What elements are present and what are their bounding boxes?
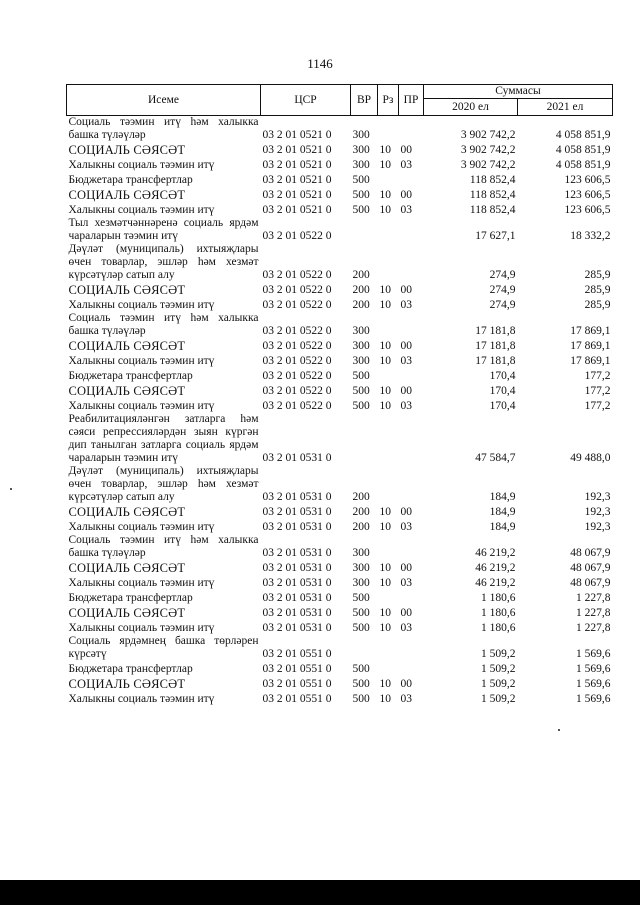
cell-y2021: 49 488,0 (570, 452, 611, 464)
cell-csr: 03 2 01 0551 0 (262, 693, 332, 705)
cell-y2021: 17 869,1 (570, 325, 611, 337)
cell-vr: 500 (352, 174, 370, 186)
cell-name: Халыкны социаль тәэмин итү (68, 693, 215, 705)
cell-y2021: 1 227,8 (576, 622, 611, 634)
cell-pr: 03 (400, 693, 412, 705)
cell-rz (378, 217, 399, 243)
cell-y2020: 184,9 (489, 506, 516, 518)
cell-rz (378, 635, 399, 661)
cell-csr: 03 2 01 0531 0 (262, 607, 332, 619)
cell-rz: 10 (379, 693, 391, 705)
cell-pr (399, 413, 424, 465)
header-rz: Рз (378, 85, 399, 116)
cell-name: Халыкны социаль тәэмин итү (68, 622, 215, 634)
cell-rz (378, 312, 399, 338)
cell-y2021: 4 058 851,9 (555, 144, 611, 156)
cell-vr: 500 (352, 189, 370, 201)
cell-y2020: 47 584,7 (475, 452, 516, 464)
table-row (67, 560, 613, 575)
cell-y2020: 3 902 742,2 (460, 144, 516, 156)
cell-vr: 500 (352, 385, 370, 397)
cell-y2020: 1 180,6 (481, 622, 516, 634)
cell-y2020: 17 181,8 (475, 325, 516, 337)
cell-pr: 00 (400, 506, 412, 518)
cell-csr: 03 2 01 0521 0 (262, 159, 332, 171)
cell-vr: 500 (352, 204, 370, 216)
cell-y2021: 285,9 (584, 269, 611, 281)
cell-y2021: 285,9 (584, 299, 611, 311)
cell-pr (399, 243, 424, 282)
cell-pr (399, 172, 424, 187)
cell-vr (351, 413, 378, 465)
cell-pr: 03 (400, 299, 412, 311)
cell-y2021: 177,2 (584, 400, 611, 412)
table-row (67, 116, 613, 143)
cell-y2020: 118 852,4 (469, 189, 516, 201)
cell-y2021: 48 067,9 (570, 562, 611, 574)
cell-pr: 03 (400, 577, 412, 589)
table-row (67, 383, 613, 398)
cell-y2021: 1 227,8 (576, 607, 611, 619)
cell-y2021: 177,2 (584, 370, 611, 382)
cell-csr: 03 2 01 0521 0 (262, 189, 332, 201)
cell-y2021: 17 869,1 (570, 340, 611, 352)
cell-y2020: 1 509,2 (481, 663, 516, 675)
cell-vr: 200 (352, 284, 370, 296)
table-header (67, 85, 613, 116)
table-row (67, 691, 613, 706)
cell-vr (351, 217, 378, 243)
table-row (67, 575, 613, 590)
cell-csr: 03 2 01 0531 0 (262, 506, 332, 518)
table-row (67, 635, 613, 661)
cell-vr: 500 (352, 663, 370, 675)
cell-y2020: 274,9 (489, 299, 516, 311)
cell-pr (399, 590, 424, 605)
cell-vr: 300 (352, 355, 370, 367)
cell-y2020: 17 181,8 (475, 340, 516, 352)
cell-pr: 00 (400, 678, 412, 690)
cell-rz (378, 172, 399, 187)
header-vr: ВР (351, 85, 378, 116)
cell-csr: 03 2 01 0531 0 (262, 547, 332, 559)
cell-rz (378, 413, 399, 465)
cell-vr: 300 (352, 340, 370, 352)
cell-y2020: 1 180,6 (481, 607, 516, 619)
cell-y2021: 123 606,5 (564, 189, 611, 201)
header-sums: Суммасы (424, 85, 613, 99)
cell-rz: 10 (379, 284, 391, 296)
cell-y2020: 274,9 (489, 269, 516, 281)
table-row (67, 202, 613, 217)
table-body (67, 116, 613, 707)
cell-y2020: 46 219,2 (475, 577, 516, 589)
cell-vr: 300 (352, 547, 370, 559)
table-row (67, 413, 613, 465)
cell-y2020: 3 902 742,2 (460, 129, 516, 141)
table-row (67, 187, 613, 202)
cell-rz: 10 (379, 622, 391, 634)
cell-pr: 03 (400, 159, 412, 171)
cell-csr: 03 2 01 0522 0 (262, 325, 332, 337)
table-row (67, 368, 613, 383)
cell-y2020: 170,4 (489, 385, 516, 397)
cell-csr: 03 2 01 0531 0 (262, 622, 332, 634)
cell-y2021: 285,9 (584, 284, 611, 296)
table-row (67, 172, 613, 187)
cell-rz: 10 (379, 189, 391, 201)
cell-rz (378, 368, 399, 383)
cell-name: Халыкны социаль тәэмин итү (68, 204, 215, 216)
cell-y2020: 1 509,2 (481, 648, 516, 660)
cell-rz: 10 (379, 562, 391, 574)
cell-name: Бюджетара трансфертлар (68, 174, 193, 186)
cell-csr: 03 2 01 0522 0 (262, 385, 332, 397)
cell-y2020: 3 902 742,2 (460, 159, 516, 171)
cell-y2021: 192,3 (584, 506, 611, 518)
scan-speck (10, 488, 12, 490)
table-row (67, 590, 613, 605)
cell-pr: 00 (400, 385, 412, 397)
cell-csr: 03 2 01 0551 0 (262, 648, 332, 660)
cell-vr: 300 (352, 129, 370, 141)
cell-vr: 300 (352, 577, 370, 589)
cell-name: Халыкны социаль тәэмин итү (68, 299, 215, 311)
cell-y2020: 17 181,8 (475, 355, 516, 367)
cell-vr: 500 (352, 678, 370, 690)
table-row (67, 142, 613, 157)
cell-name: Дәүләт (муниципаль) ихтыяҗлары өчен товарлар, эшләр һәм хезмәт күрсәтүләр сатып алу (68, 465, 259, 503)
header-year-2020: 2020 ел (424, 99, 518, 116)
table-row (67, 217, 613, 243)
cell-vr: 500 (352, 693, 370, 705)
cell-csr: 03 2 01 0522 0 (262, 230, 332, 242)
cell-rz (378, 465, 399, 504)
scan-speck (558, 729, 560, 731)
header-year-2021: 2021 ел (518, 99, 613, 116)
cell-y2021: 192,3 (584, 521, 611, 533)
cell-csr: 03 2 01 0531 0 (262, 491, 332, 503)
cell-rz: 10 (379, 385, 391, 397)
cell-csr: 03 2 01 0531 0 (262, 452, 332, 464)
cell-rz: 10 (379, 340, 391, 352)
cell-y2020: 46 219,2 (475, 562, 516, 574)
cell-y2020: 170,4 (489, 370, 516, 382)
cell-name: Социаль тәэмин итү һәм халыкка башка түләүләр (68, 534, 259, 559)
cell-y2021: 1 227,8 (576, 592, 611, 604)
cell-rz: 10 (379, 159, 391, 171)
cell-y2021: 177,2 (584, 385, 611, 397)
cell-name: СОЦИАЛЬ СӘЯСӘТ (68, 143, 186, 157)
cell-name: Бюджетара трансфертлар (68, 663, 193, 675)
cell-rz: 10 (379, 299, 391, 311)
cell-name: Халыкны социаль тәэмин итү (68, 577, 215, 589)
cell-name: СОЦИАЛЬ СӘЯСӘТ (68, 606, 186, 620)
cell-rz: 10 (379, 521, 391, 533)
cell-rz: 10 (379, 204, 391, 216)
cell-pr (399, 368, 424, 383)
cell-y2021: 1 569,6 (576, 648, 611, 660)
cell-csr: 03 2 01 0531 0 (262, 577, 332, 589)
cell-name: Социаль тәэмин итү һәм халыкка башка түләүләр (68, 312, 259, 337)
cell-csr: 03 2 01 0522 0 (262, 269, 332, 281)
header-name: Исеме (67, 85, 261, 116)
cell-y2021: 48 067,9 (570, 547, 611, 559)
cell-csr: 03 2 01 0522 0 (262, 284, 332, 296)
cell-y2021: 1 569,6 (576, 693, 611, 705)
table-row (67, 243, 613, 282)
cell-name: СОЦИАЛЬ СӘЯСӘТ (68, 384, 186, 398)
cell-y2021: 4 058 851,9 (555, 129, 611, 141)
cell-pr: 00 (400, 340, 412, 352)
cell-vr: 300 (352, 562, 370, 574)
cell-vr: 200 (352, 521, 370, 533)
cell-y2021: 192,3 (584, 491, 611, 503)
cell-csr: 03 2 01 0522 0 (262, 299, 332, 311)
cell-pr (399, 312, 424, 338)
cell-y2020: 46 219,2 (475, 547, 516, 559)
cell-pr (399, 465, 424, 504)
scan-border (0, 880, 640, 905)
cell-csr: 03 2 01 0551 0 (262, 678, 332, 690)
table-row (67, 620, 613, 635)
table-row (67, 465, 613, 504)
cell-name: Халыкны социаль тәэмин итү (68, 159, 215, 171)
cell-y2020: 1 509,2 (481, 693, 516, 705)
cell-pr: 00 (400, 189, 412, 201)
cell-name: Тыл хезмәтчәннәренә социаль ярдәм чараларын тәэмин итү (68, 217, 259, 242)
cell-y2021: 1 569,6 (576, 663, 611, 675)
cell-rz: 10 (379, 678, 391, 690)
cell-csr: 03 2 01 0522 0 (262, 400, 332, 412)
cell-name: СОЦИАЛЬ СӘЯСӘТ (68, 283, 186, 297)
cell-pr: 03 (400, 622, 412, 634)
cell-y2020: 170,4 (489, 400, 516, 412)
table-row (67, 534, 613, 560)
cell-rz: 10 (379, 577, 391, 589)
cell-rz: 10 (379, 506, 391, 518)
header-csr: ЦСР (261, 85, 351, 116)
cell-y2021: 1 569,6 (576, 678, 611, 690)
cell-rz: 10 (379, 355, 391, 367)
cell-vr: 300 (352, 144, 370, 156)
table-row (67, 282, 613, 297)
cell-pr: 00 (400, 562, 412, 574)
cell-pr (399, 534, 424, 560)
cell-pr (399, 217, 424, 243)
cell-name: Халыкны социаль тәэмин итү (68, 355, 215, 367)
cell-rz: 10 (379, 607, 391, 619)
cell-y2020: 1 180,6 (481, 592, 516, 604)
table-row (67, 398, 613, 413)
cell-name: СОЦИАЛЬ СӘЯСӘТ (68, 505, 186, 519)
cell-csr: 03 2 01 0521 0 (262, 174, 332, 186)
cell-vr: 200 (352, 269, 370, 281)
cell-name: СОЦИАЛЬ СӘЯСӘТ (68, 188, 186, 202)
cell-csr: 03 2 01 0522 0 (262, 340, 332, 352)
cell-pr: 03 (400, 400, 412, 412)
cell-y2021: 4 058 851,9 (555, 159, 611, 171)
cell-name: СОЦИАЛЬ СӘЯСӘТ (68, 561, 186, 575)
cell-y2020: 274,9 (489, 284, 516, 296)
budget-table (66, 84, 613, 706)
cell-vr (351, 635, 378, 661)
cell-vr: 500 (352, 622, 370, 634)
cell-name: СОЦИАЛЬ СӘЯСӘТ (68, 677, 186, 691)
cell-name: Халыкны социаль тәэмин итү (68, 400, 215, 412)
table-row (67, 312, 613, 338)
cell-pr: 00 (400, 607, 412, 619)
cell-vr: 200 (352, 299, 370, 311)
cell-pr: 00 (400, 284, 412, 296)
cell-csr: 03 2 01 0531 0 (262, 562, 332, 574)
cell-pr: 03 (400, 521, 412, 533)
table-row (67, 676, 613, 691)
cell-pr (399, 661, 424, 676)
cell-vr: 200 (352, 491, 370, 503)
cell-vr: 300 (352, 159, 370, 171)
cell-name: Бюджетара трансфертлар (68, 592, 193, 604)
cell-vr: 500 (352, 400, 370, 412)
cell-vr: 200 (352, 506, 370, 518)
cell-pr: 03 (400, 355, 412, 367)
cell-rz (378, 243, 399, 282)
table-row (67, 605, 613, 620)
cell-y2021: 17 869,1 (570, 355, 611, 367)
cell-rz: 10 (379, 144, 391, 156)
cell-csr: 03 2 01 0522 0 (262, 355, 332, 367)
table-row (67, 661, 613, 676)
cell-rz (378, 116, 399, 143)
cell-csr: 03 2 01 0521 0 (262, 129, 332, 141)
cell-csr: 03 2 01 0551 0 (262, 663, 332, 675)
table-row (67, 353, 613, 368)
cell-y2020: 184,9 (489, 491, 516, 503)
table-row (67, 519, 613, 534)
cell-y2020: 1 509,2 (481, 678, 516, 690)
table-row (67, 297, 613, 312)
cell-name: Социаль ярдәмнең башка төрләрен күрсәтү (68, 635, 259, 660)
cell-pr: 00 (400, 144, 412, 156)
cell-y2020: 17 627,1 (475, 230, 516, 242)
cell-vr: 300 (352, 325, 370, 337)
cell-rz (378, 661, 399, 676)
cell-y2020: 184,9 (489, 521, 516, 533)
cell-name: Халыкны социаль тәэмин итү (68, 521, 215, 533)
cell-pr (399, 635, 424, 661)
cell-y2021: 123 606,5 (564, 204, 611, 216)
cell-y2020: 118 852,4 (469, 174, 516, 186)
table-row (67, 157, 613, 172)
cell-csr: 03 2 01 0521 0 (262, 144, 332, 156)
cell-vr: 500 (352, 592, 370, 604)
cell-pr (399, 116, 424, 143)
cell-vr: 500 (352, 370, 370, 382)
header-pr: ПР (399, 85, 424, 116)
cell-rz: 10 (379, 400, 391, 412)
cell-rz (378, 590, 399, 605)
cell-name: Бюджетара трансфертлар (68, 370, 193, 382)
cell-name: Реабилитацияләнгән затларга һәм сәяси репрессияләрдән зыян күргән дип танылган затларга социаль ярдәм чараларын тәэмин итү (68, 413, 259, 464)
cell-name: Социаль тәэмин итү һәм халыкка башка түләүләр (68, 116, 259, 141)
cell-csr: 03 2 01 0521 0 (262, 204, 332, 216)
cell-csr: 03 2 01 0522 0 (262, 370, 332, 382)
cell-name: СОЦИАЛЬ СӘЯСӘТ (68, 339, 186, 353)
cell-y2021: 18 332,2 (570, 230, 611, 242)
cell-y2021: 123 606,5 (564, 174, 611, 186)
cell-y2020: 118 852,4 (469, 204, 516, 216)
cell-csr: 03 2 01 0531 0 (262, 592, 332, 604)
page-number: 1146 (307, 56, 333, 71)
cell-y2021: 48 067,9 (570, 577, 611, 589)
cell-vr: 500 (352, 607, 370, 619)
table-row (67, 504, 613, 519)
cell-csr: 03 2 01 0531 0 (262, 521, 332, 533)
cell-pr: 03 (400, 204, 412, 216)
table-row (67, 338, 613, 353)
cell-name: Дәүләт (муниципаль) ихтыяҗлары өчен товарлар, эшләр һәм хезмәт күрсәтүләр сатып алу (68, 243, 259, 281)
cell-rz (378, 534, 399, 560)
